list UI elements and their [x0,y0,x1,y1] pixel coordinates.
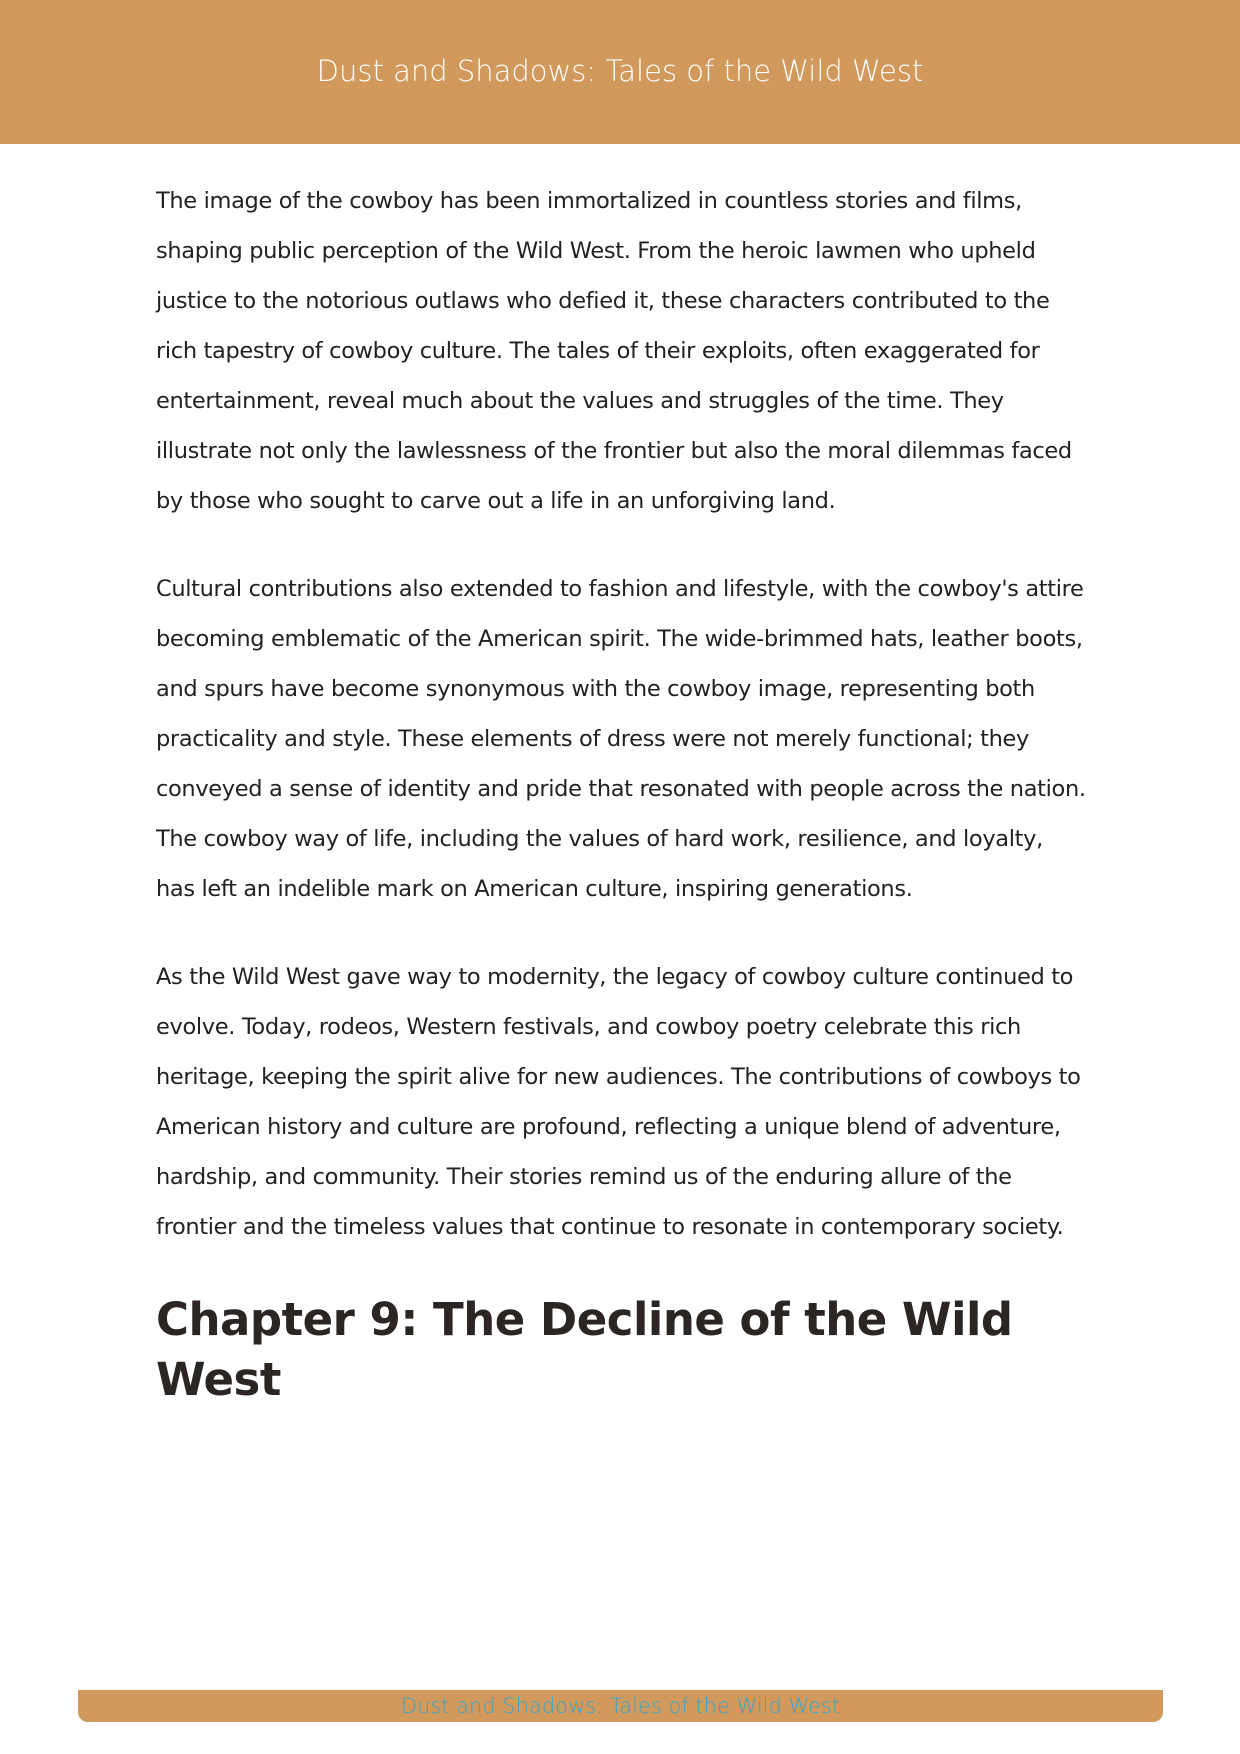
page-footer [78,1690,1163,1722]
chapter-heading: Chapter 9: The Decline of the Wild West [156,1293,1013,1406]
page-header [0,0,1240,144]
page-content [156,176,1086,1410]
paragraph-3: As the Wild West gave way to modernity, the legacy of cowboy culture continued to evolve. Today, rodeos, Western festivals, and cowboy poetry celebrate this rich heritage, keeping the spirit alive for new audiences. The contributions of cowboys to American history and culture are profound, reflecting a unique blend of adventure, hardship, and community. Their stories remind us of the enduring allure of the frontier and the timeless values that continue to resonate in contemporary society. [156,964,1081,1240]
header-title: Dust and Shadows: Tales of the Wild West [316,54,924,88]
footer-title: Dust and Shadows: Tales of the Wild West [400,1694,841,1718]
paragraph-2: Cultural contributions also extended to fashion and lifestyle, with the cowboy's attire becoming emblematic of the American spirit. The wide-brimmed hats, leather boots, and spurs have become synonymous with the cowboy image, representing both practicality and style. These elements of dress were not merely functional; they conveyed a sense of identity and pride that resonated with people across the nation. The cowboy way of life, including the values of hard work, resilience, and loyalty, has left an indelible mark on American culture, inspiring generations. [156,576,1086,902]
paragraph-1: The image of the cowboy has been immortalized in countless stories and films, shaping public perception of the Wild West. From the heroic lawmen who upheld justice to the notorious outlaws who defied it, these characters contributed to the rich tapestry of cowboy culture. The tales of their exploits, often exaggerated for entertainment, reveal much about the values and struggles of the time. They illustrate not only the lawlessness of the frontier but also the moral dilemmas faced by those who sought to carve out a life in an unforgiving land. [156,188,1072,514]
